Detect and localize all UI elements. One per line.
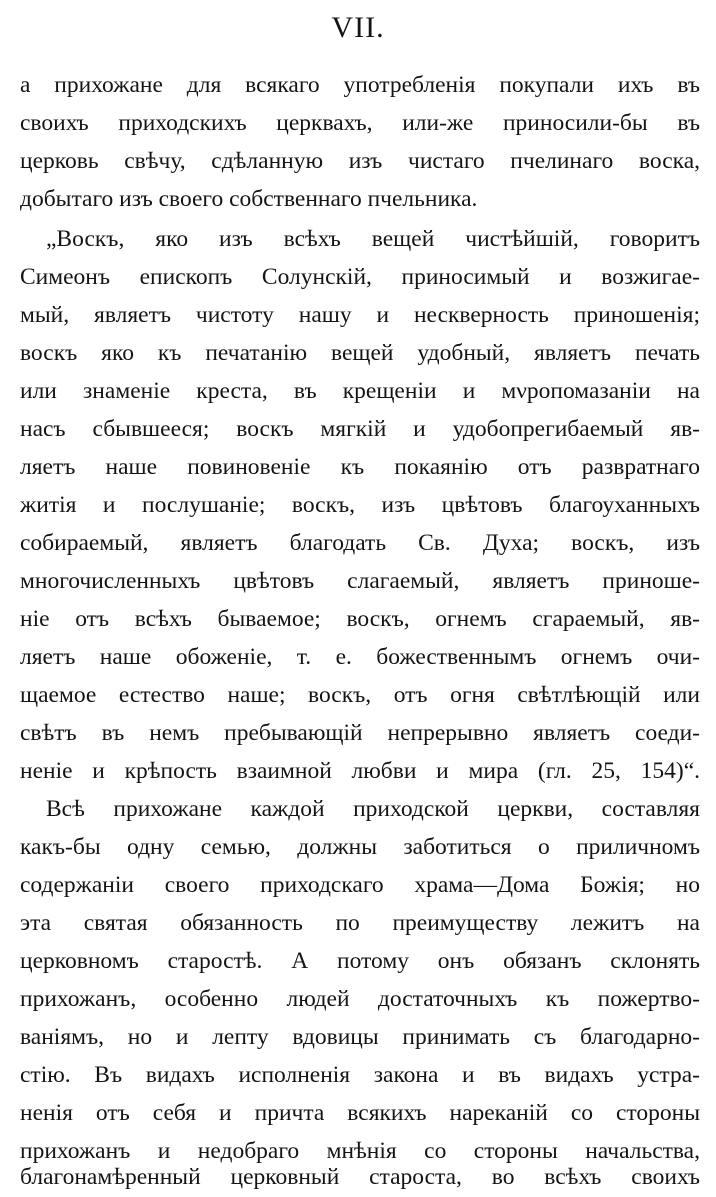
text-line: ніе отъ всѣхъ бываемое; воскъ, огнемъ сгараемый, яв- [20, 606, 700, 632]
text-line: житія и послушаніе; воскъ, изъ цвѣтовъ благоуханныхъ [20, 492, 700, 518]
text-line: прихожанъ и недобраго мнѣнія со стороны начальства, [20, 1138, 700, 1164]
text-line: мый, являетъ чистоту нашу и нескверность приношенія; [20, 302, 700, 328]
text-line: эта святая обязанность по преимуществу лежитъ на [20, 910, 700, 936]
text-line: Симеонъ епископъ Солунскій, приносимый и возжигае- [20, 264, 700, 290]
text-line: добытаго изъ своего собственнаго пчельника. [20, 186, 478, 212]
text-line: прихожанъ, особенно людей достаточныхъ къ пожертво- [20, 986, 700, 1012]
text-line: ненія отъ себя и причта всякихъ нареканій со стороны [20, 1100, 700, 1126]
text-line: или знаменіе креста, въ крещеніи и мνропомазаніи на [20, 378, 700, 404]
text-line: своихъ приходскихъ церквахъ, или-же приносили-бы въ [20, 110, 700, 136]
text-line: церковь свѣчу, сдѣланную изъ чистаго пчелинаго воска, [20, 148, 700, 174]
text-line: какъ-бы одну семью, должны заботиться о приличномъ [20, 834, 700, 860]
text-line: ляетъ наше повиновеніе къ покаянію отъ развратнаго [20, 454, 700, 480]
text-line: собираемый, являетъ благодать Св. Духа; воскъ, изъ [20, 530, 700, 556]
text-line: благонамѣренный церковный староста, во всѣхъ своихъ [20, 1164, 700, 1190]
text-line: ваніямъ, но и лепту вдовицы принимать съ благодарно- [20, 1024, 700, 1050]
text-line: многочисленныхъ цвѣтовъ слагаемый, являетъ приноше- [20, 568, 700, 594]
text-line: стію. Въ видахъ исполненія закона и въ видахъ устра- [20, 1062, 700, 1088]
text-line: неніе и крѣпость взаимной любви и мира (гл. 25, 154)“. [20, 758, 700, 784]
text-line: насъ сбывшееся; воскъ мягкій и удобопрегибаемый яв- [20, 416, 700, 442]
text-line: воскъ яко къ печатанію вещей удобный, являетъ печать [20, 340, 700, 366]
text-line: церковномъ старостѣ. А потому онъ обязанъ склонять [20, 948, 700, 974]
text-line: содержаніи своего приходскаго храма—Дома Божія; но [20, 872, 700, 898]
paragraph-start-line: Всѣ прихожане каждой приходской церкви, составляя [46, 796, 700, 822]
text-line: свѣтъ въ немъ пребывающій непрерывно являетъ соеди- [20, 720, 700, 746]
text-line: ляетъ наше обоженіе, т. е. божественнымъ огнемъ очи- [20, 644, 700, 670]
page-number: VII. [331, 11, 385, 44]
paragraph-start-line: „Воскъ, яко изъ всѣхъ вещей чистѣйшій, говоритъ [46, 226, 700, 252]
text-line: а прихожане для всякаго употребленія покупали ихъ въ [20, 72, 700, 98]
text-line: щаемое естество наше; воскъ, отъ огня свѣтлѣющій или [20, 682, 700, 708]
